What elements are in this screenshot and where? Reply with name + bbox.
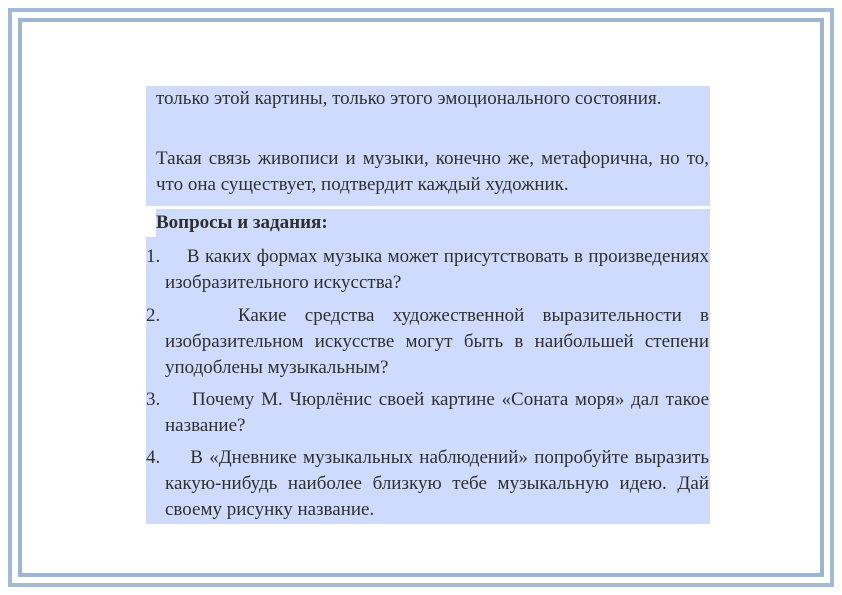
list-number: 4. (146, 447, 161, 468)
list-number: 2. (146, 305, 161, 326)
paragraph-metaphor: Такая связь живописи и музыки, конечно же, метафорична, но то, что она существует, подтвердит каждый художник. (156, 148, 709, 195)
list-number: 1. (146, 246, 161, 267)
list-item-text: Почему М. Чюрлёнис своей картине «Соната моря» дал такое название? (165, 389, 709, 436)
list-number: 3. (146, 389, 161, 410)
section-heading: Вопросы и задания: (156, 212, 328, 233)
slide-content (146, 86, 710, 524)
list-item-text: Какие средства художественной выразительности в изобразительном искусстве могут быть в наибольшей степени уподоблены музыкальным? (165, 305, 709, 378)
list-item-text: В каких формах музыка может присутствовать в произведениях изобразительного искусства? (165, 246, 709, 293)
list-item-text: В «Дневнике музыкальных наблюдений» попробуйте выразить какую-нибудь наиболее близкую тебе музыкальную идею. Дай своему рисунку название. (165, 447, 709, 520)
paragraph-continued: только этой картины, только этого эмоционального состояния. (156, 88, 662, 109)
